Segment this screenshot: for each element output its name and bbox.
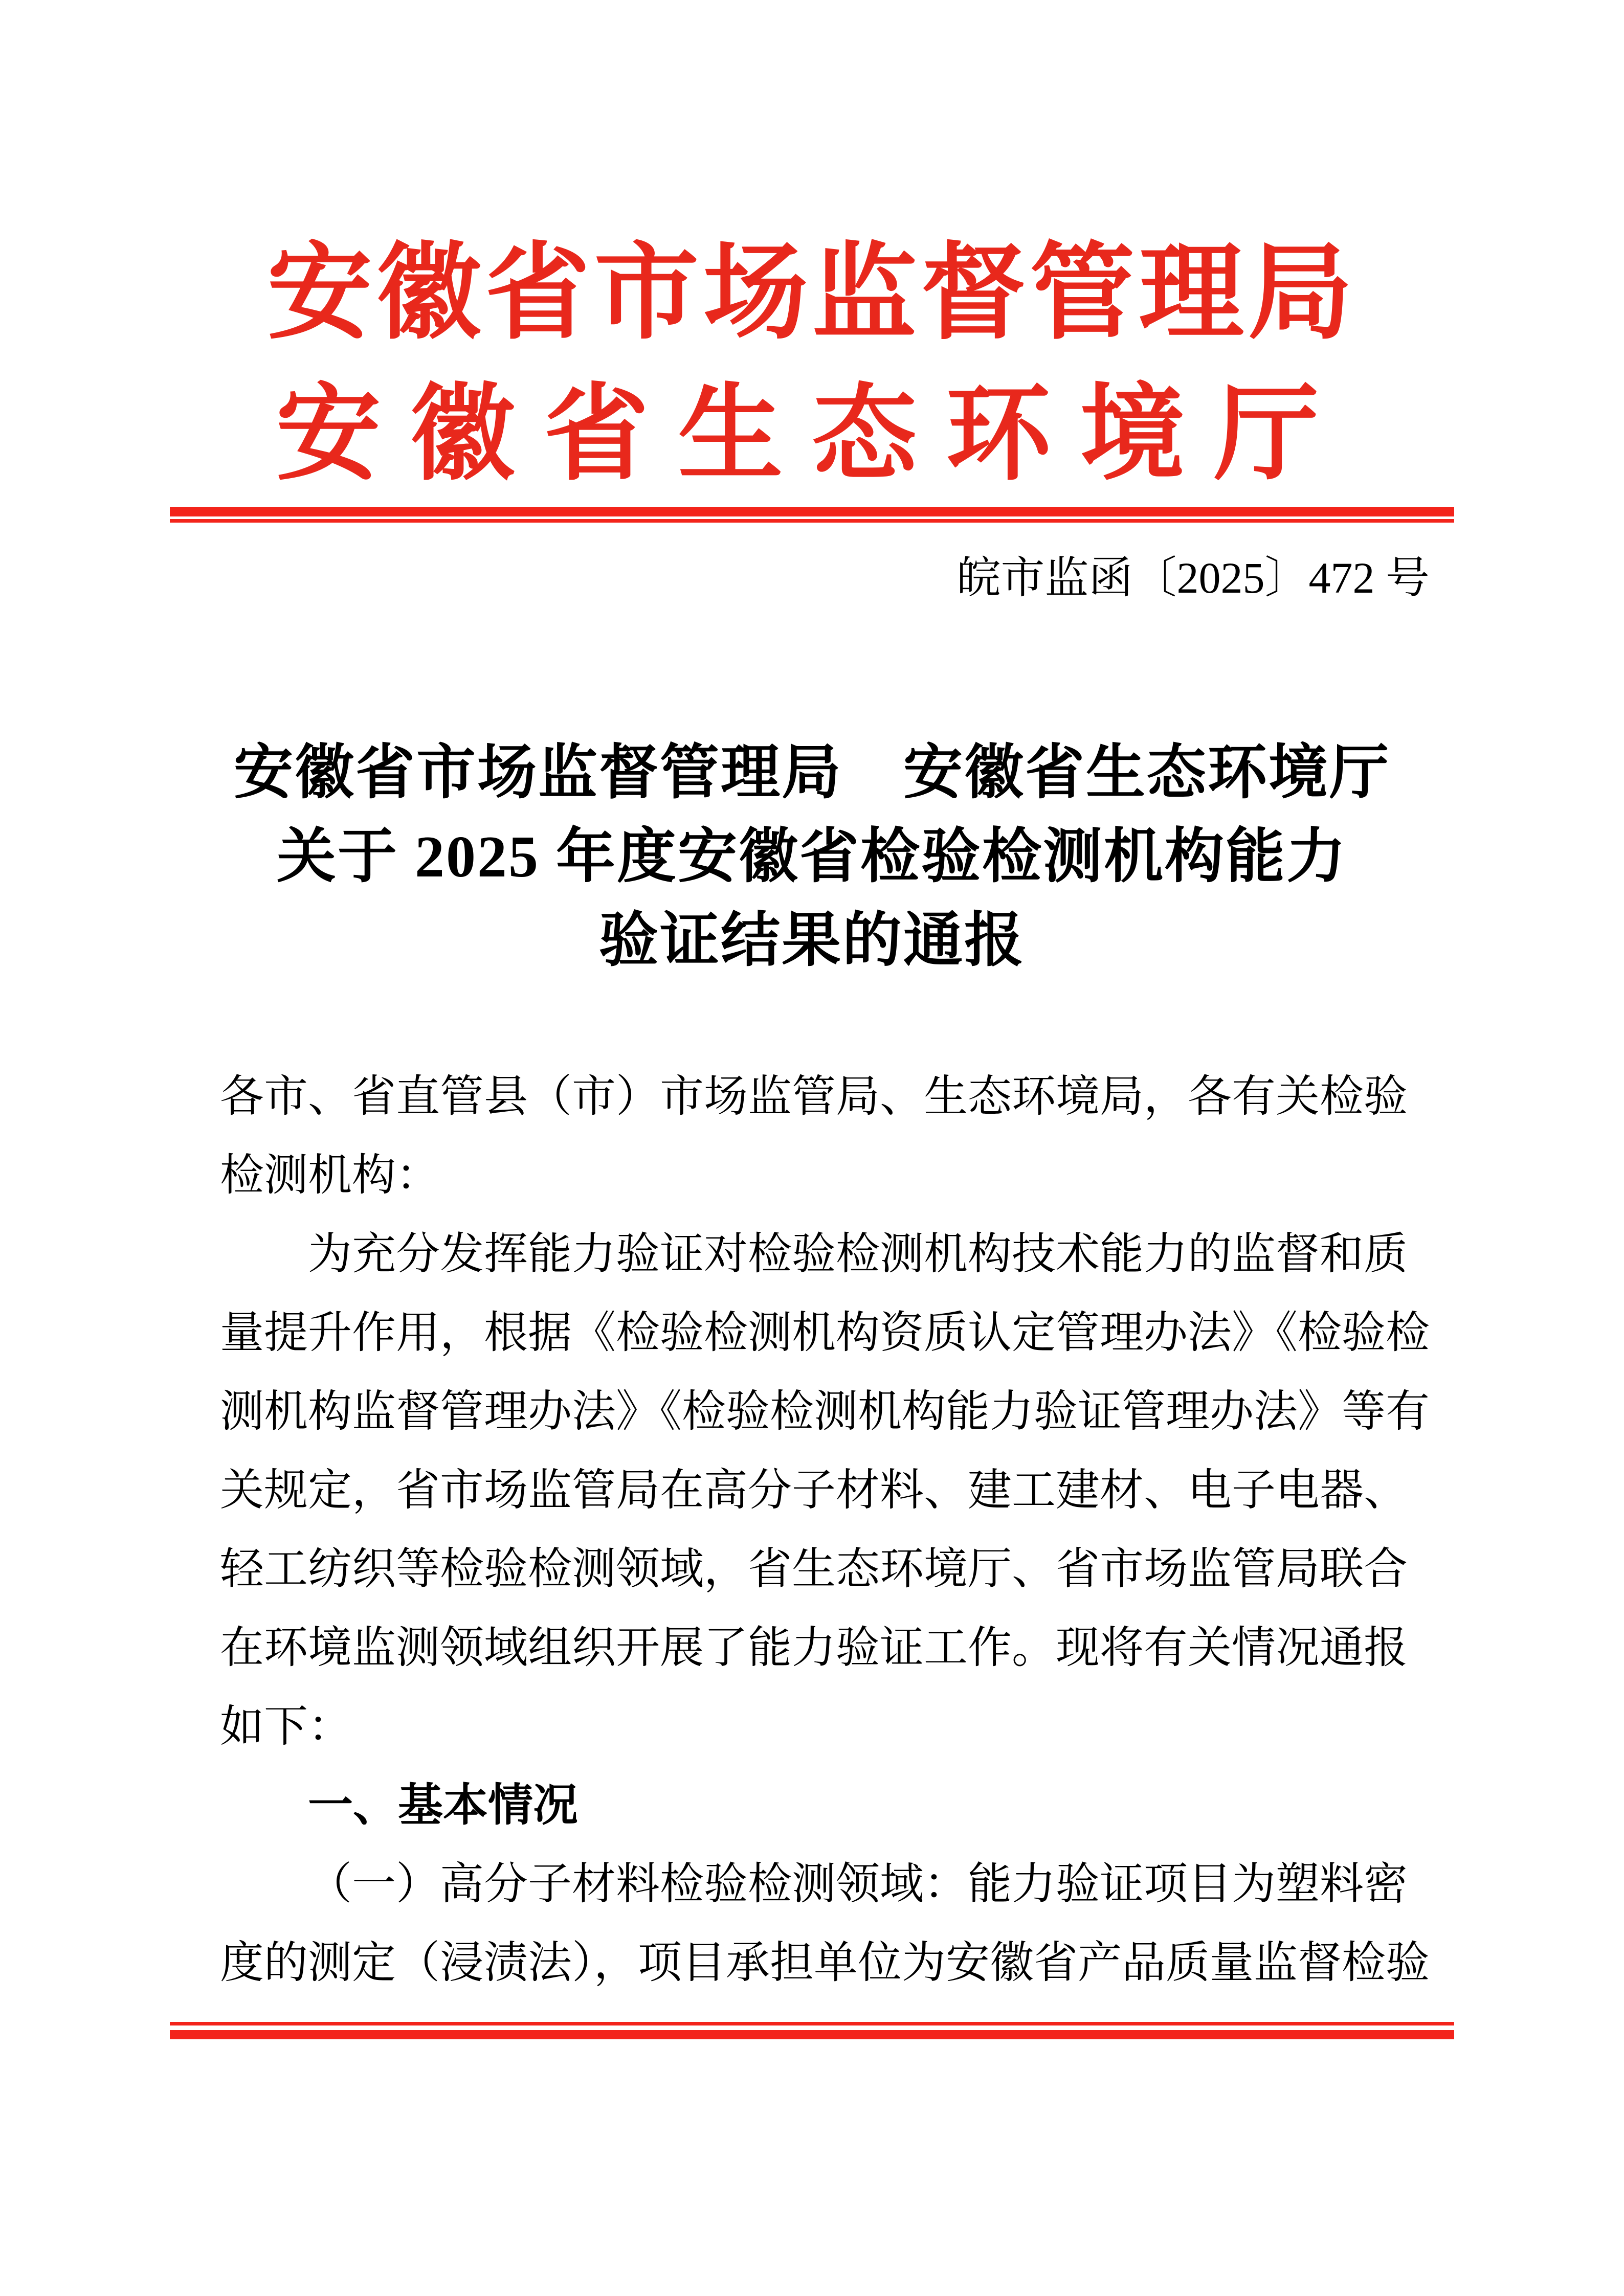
section-heading: 一、基本情况 bbox=[308, 1780, 579, 1830]
body-line: （一）高分子材料检验检测领域：能力验证项目为塑料密 bbox=[308, 1859, 1408, 1908]
document-title bbox=[0, 731, 1624, 983]
salutation-line-1: 各市、省直管县（市）市场监管局、生态环境局，各有关检验 bbox=[220, 1072, 1408, 1121]
footer-rule-thick bbox=[170, 2030, 1454, 2039]
footer-rule-thin bbox=[170, 2022, 1454, 2025]
body-line: 关规定，省市场监管局在高分子材料、建工建材、电子电器、 bbox=[220, 1466, 1408, 1515]
body-line: 为充分发挥能力验证对检验检测机构技术能力的监督和质 bbox=[308, 1229, 1408, 1278]
document-body bbox=[220, 1057, 1430, 2002]
salutation-line-2: 检测机构： bbox=[220, 1151, 440, 1200]
body-line: 在环境监测领域组织开展了能力验证工作。现将有关情况通报 bbox=[220, 1623, 1408, 1672]
agency-name-line2: 安徽省生态环境厅 bbox=[276, 377, 1348, 493]
body-line: 测机构监督管理办法》《检验检测机构能力验证管理办法》等有 bbox=[220, 1387, 1430, 1436]
title-line-2: 关于 2025 年度安徽省检验检测机构能力 bbox=[277, 824, 1347, 890]
body-line: 如下： bbox=[220, 1702, 352, 1751]
document-number: 皖市监函〔2025〕472 号 bbox=[956, 553, 1430, 602]
body-line: 轻工纺织等检验检测领域，省生态环境厅、省市场监管局联合 bbox=[220, 1544, 1408, 1593]
header-rule-thick bbox=[170, 507, 1454, 516]
title-line-1: 安徽省市场监督管理局 安徽省生态环境厅 bbox=[234, 740, 1390, 806]
agency-name-line1: 安徽省市场监督管理局 bbox=[267, 236, 1357, 352]
body-line: 度的测定（浸渍法），项目承担单位为安徽省产品质量监督检验 bbox=[220, 1938, 1430, 1987]
letterhead bbox=[0, 223, 1624, 506]
title-line-3: 验证结果的通报 bbox=[599, 908, 1025, 974]
header-rule-thin bbox=[170, 519, 1454, 523]
body-line: 量提升作用，根据《检验检测机构资质认定管理办法》《检验检 bbox=[220, 1308, 1430, 1357]
